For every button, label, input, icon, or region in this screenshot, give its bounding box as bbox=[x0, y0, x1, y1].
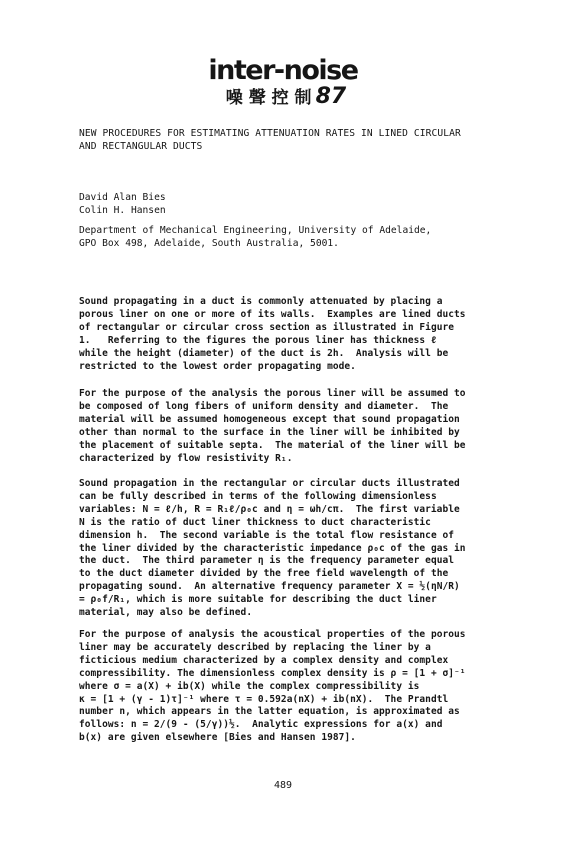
body-paragraph: For the purpose of the analysis the porous liner will be assumed to be composed of long fibers of uniform density and diameter. The material will be assumed homogeneous except that sound propagation other than normal to the surface in the liner will be inhibited by the placement of suitable septa. The material of the liner will be characterized by flow resistivity R₁. bbox=[79, 388, 466, 464]
conference-logo bbox=[0, 56, 566, 109]
logo-chinese-text: 噪 聲 控 制 bbox=[225, 88, 312, 108]
logo-wordmark: inter-noise bbox=[208, 55, 358, 86]
body-paragraph: Sound propagating in a duct is commonly attenuated by placing a porous liner on one or more of its walls. Examples are lined ducts of rectangular or circular cross section as illustrated in Figure 1. Referring to the figures the porous liner has thickness ℓ while the height (diameter) of the duct is 2h. Analysis will be restricted to the lowest order propagating mode. bbox=[79, 296, 466, 372]
body-paragraph: Sound propagation in the rectangular or circular ducts illustrated can be fully described in terms of the following dimensionless variables: N = ℓ/h, R = R₁ℓ/ρ₀c and η = ωh/cπ. The first variable N is the ratio of duct liner thickness to duct characteristic dimension h. The second variable is the total flow resistance of the liner divided by the characteristic impedance ρ₀c of the gas in the duct. The third parameter η is the frequency parameter equal to the duct diameter divided by the free field wavelength of the propagating sound. An alternative frequency parameter X = ½(ηN/R) = ρ₀f/R₁, which is more suitable for describing the duct liner material, may also be defined. bbox=[79, 478, 466, 619]
body-paragraph: For the purpose of analysis the acoustical properties of the porous liner may be accurately described by replacing the liner by a ficticious medium characterized by a complex density and complex compressibility. The dimensionless complex density is ρ = [1 + σ]⁻¹ where σ = a(X) + ib(X) while the complex compressibility is κ = [1 + (γ - 1)τ]⁻¹ where τ = 0.592a(nX) + ib(nX). The Prandtl number n, which appears in the latter equation, is approximated as follows: n = 2/(9 - (5/γ))½. Analytic expressions for a(x) and b(x) are given elsewhere [Bies and Hansen 1987]. bbox=[79, 629, 466, 744]
author-list: David Alan Bies Colin H. Hansen bbox=[79, 192, 166, 216]
logo-subtitle bbox=[6, 86, 566, 109]
paper-title: NEW PROCEDURES FOR ESTIMATING ATTENUATION RATES IN LINED CIRCULAR AND RECTANGULAR DUCTS bbox=[79, 128, 461, 152]
page-number: 489 bbox=[273, 780, 293, 791]
author-affiliation: Department of Mechanical Engineering, University of Adelaide, GPO Box 498, Adelaide, South Australia, 5001. bbox=[79, 225, 432, 249]
logo-year: 87 bbox=[315, 84, 347, 109]
